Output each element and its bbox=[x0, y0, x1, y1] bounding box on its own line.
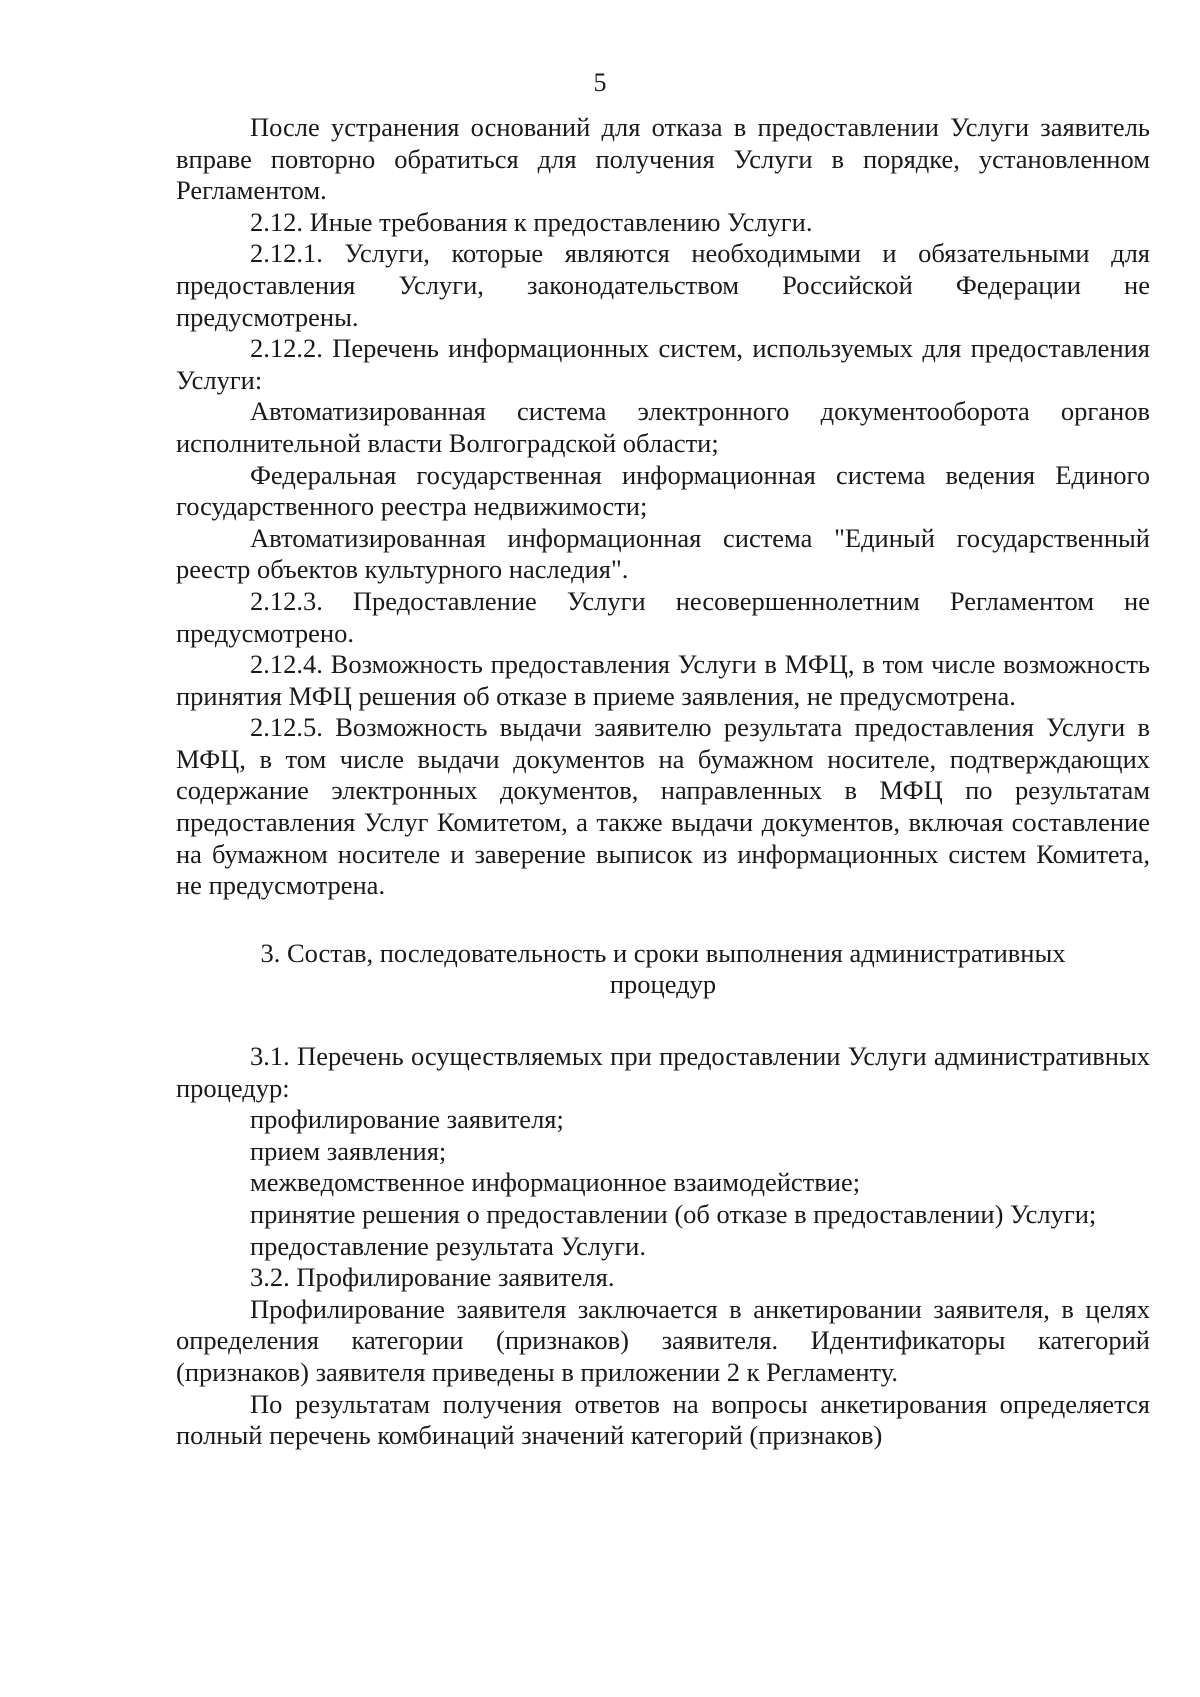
paragraph: 2.12.2. Перечень информационных систем, используемых для предоставления Услуги: bbox=[176, 333, 1150, 395]
document-body bbox=[176, 112, 1150, 1452]
list-item: межведомственное информационное взаимодействие; bbox=[250, 1167, 861, 1198]
paragraph: 2.12. Иные требования к предоставлению Услуги. bbox=[250, 206, 813, 237]
section-heading bbox=[176, 938, 1150, 1001]
list-item: профилирование заявителя; bbox=[250, 1104, 564, 1135]
paragraph: 2.12.5. Возможность выдачи заявителю результата предоставления Услуги в МФЦ, в том числе выдачи документов на бумажном носителе, подтверждающих содержание электронных документов, направленных в МФЦ по результатам предоставления Услуг Комитетом, а также выдачи документов, включая составление на бумажном носителе и заверение выписок из информационных систем Комитета, не предусмотрена. bbox=[176, 712, 1150, 901]
paragraph: 3.2. Профилирование заявителя. bbox=[250, 1262, 615, 1293]
paragraph: По результатам получения ответов на вопросы анкетирования определяется полный перечень комбинаций значений категорий (признаков) bbox=[176, 1388, 1150, 1451]
section-heading-line: 3. Состав, последовательность и сроки выполнения административных bbox=[260, 937, 1066, 968]
list-item: Автоматизированная система электронного документооборота органов исполнительной власти Волгоградской области; bbox=[176, 396, 1150, 458]
paragraph: 3.1. Перечень осуществляемых при предоставлении Услуги административных процедур: bbox=[176, 1041, 1150, 1103]
list-item: предоставление результата Услуги. bbox=[250, 1230, 646, 1261]
paragraph: Профилирование заявителя заключается в анкетировании заявителя, в целях определения категории (признаков) заявителя. Идентификаторы категорий (признаков) заявителя приведены в приложении 2 к Регламенту. bbox=[176, 1293, 1150, 1387]
list-item: Автоматизированная информационная система "Единый государственный реестр объектов культурного наследия". bbox=[176, 522, 1150, 585]
paragraph: После устранения оснований для отказа в предоставлении Услуги заявитель вправе повторно обратиться для получения Услуги в порядке, установленном Регламентом. bbox=[176, 112, 1150, 206]
list-item: принятие решения о предоставлении (об отказе в предоставлении) Услуги; bbox=[250, 1199, 1097, 1229]
list-item: прием заявления; bbox=[250, 1135, 447, 1166]
paragraph: 2.12.3. Предоставление Услуги несовершеннолетним Регламентом не предусмотрено. bbox=[176, 585, 1150, 648]
paragraph: 2.12.4. Возможность предоставления Услуги в МФЦ, в том числе возможность принятия МФЦ решения об отказе в приеме заявления, не предусмотрена. bbox=[176, 649, 1150, 711]
page-number: 5 bbox=[593, 68, 607, 97]
section-heading-line: процедур bbox=[609, 969, 717, 1000]
paragraph: 2.12.1. Услуги, которые являются необходимыми и обязательными для предоставления Услуги, законодательством Российской Федерации не предусмотрены. bbox=[176, 238, 1150, 332]
list-item: Федеральная государственная информационная система ведения Единого государственного реестра недвижимости; bbox=[176, 459, 1150, 522]
